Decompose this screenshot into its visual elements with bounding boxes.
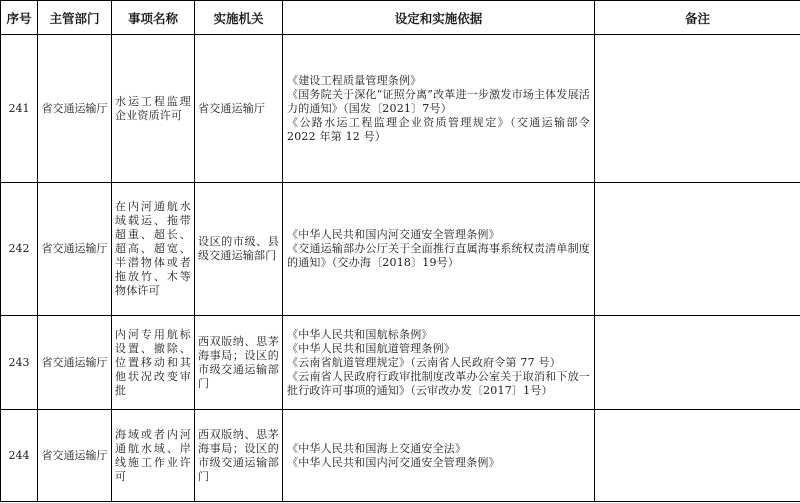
- org-cell: 西双版纳、思茅海事局；设区的市级交通运输部门: [195, 410, 283, 502]
- basis-line: 《云南省人民政府行政审批制度改革办公室关于取消和下放一批行政许可事项的通知》（云审改办发〔2017〕1号）: [287, 369, 590, 397]
- item-cell: 在内河通航水域载运、拖带超重、超长、超高、超宽、半潜物体或者拖放竹、木等物体许可: [112, 183, 195, 316]
- basis-cell: [283, 316, 595, 410]
- dept-cell: 省交通运输厅: [38, 183, 112, 316]
- basis-line: 《交通运输部办公厅关于全面推行直属海事系统权责清单制度的通知》（交办海〔2018〕19号）: [287, 242, 590, 269]
- basis-cell: [283, 183, 595, 316]
- note-cell: [595, 183, 800, 316]
- header-item: 事项名称: [112, 1, 195, 35]
- item-cell: 水运工程监理企业资质许可: [112, 35, 195, 183]
- header-seq: 序号: [1, 1, 38, 35]
- dept-cell: 省交通运输厅: [38, 35, 112, 183]
- header-row: [1, 1, 800, 35]
- basis-line: 《云南省航道管理规定》（云南省人民政府令第 77 号）: [287, 355, 561, 369]
- org-cell: 省交通运输厅: [195, 35, 283, 183]
- header-basis: 设定和实施依据: [283, 1, 595, 35]
- basis-line: 《中华人民共和国航标条例》: [287, 327, 433, 341]
- basis-line: 《中华人民共和国内河交通安全管理条例》: [287, 455, 500, 469]
- seq-cell: 241: [1, 35, 38, 183]
- dept-cell: 省交通运输厅: [38, 410, 112, 502]
- basis-line: 《国务院关于深化“证照分离”改革进一步激发市场主体发展活力的通知》（国发〔2021〕7号）: [287, 87, 590, 115]
- org-cell: 西双版纳、思茅海事局；设区的市级交通运输部门: [195, 316, 283, 410]
- basis-line: 《中华人民共和国航道管理条例》: [287, 341, 455, 355]
- org-cell: 设区的市级、县级交通运输部门: [195, 183, 283, 316]
- note-cell: [595, 316, 800, 410]
- table-row: [1, 316, 800, 410]
- seq-cell: 243: [1, 316, 38, 410]
- item-cell: 海域或者内河通航水域、岸线施工作业许可: [112, 410, 195, 502]
- basis-cell: [283, 35, 595, 183]
- table-row: [1, 35, 800, 183]
- header-org: 实施机关: [195, 1, 283, 35]
- seq-cell: 242: [1, 183, 38, 316]
- basis-line: 《中华人民共和国海上交通安全法》: [287, 441, 467, 455]
- basis-line: 《建设工程质量管理条例》: [287, 73, 422, 87]
- table-row: [1, 183, 800, 316]
- header-dept: 主管部门: [38, 1, 112, 35]
- basis-cell: [283, 410, 595, 502]
- dept-cell: 省交通运输厅: [38, 316, 112, 410]
- basis-line: 《公路水运工程监理企业资质管理规定》（交通运输部令 2022 年第 12 号）: [287, 115, 590, 143]
- note-cell: [595, 35, 800, 183]
- header-note: 备注: [595, 1, 800, 35]
- note-cell: [595, 410, 800, 502]
- table-row: [1, 410, 800, 502]
- item-cell: 内河专用航标设置、撤除、位置移动和其他状况改变审批: [112, 316, 195, 410]
- seq-cell: 244: [1, 410, 38, 502]
- basis-line: 《中华人民共和国内河交通安全管理条例》: [287, 228, 500, 241]
